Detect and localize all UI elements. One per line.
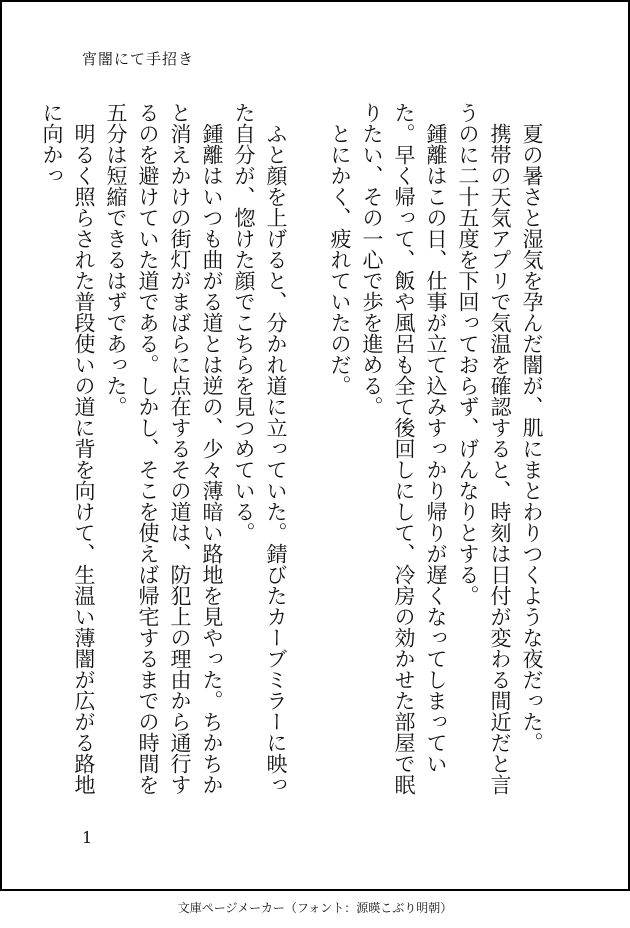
paragraph: ふと顔を上げると、分かれ道に立っていた。錆びたカーブミラーに映った自分が、惚けた顔でこちらを見つめている。 [232, 102, 288, 795]
paragraph: とにかく、疲れていたのだ。 [328, 123, 352, 396]
blank-line [292, 102, 324, 802]
footer-credit: 文庫ページメーカー（フォント：源暎こぶり明朝） [177, 901, 453, 915]
paragraph: 夏の暑さと湿気を孕んだ闇が、肌にまとわりつくような夜だった。 [520, 123, 544, 753]
running-title: 宵闇にて手招き [82, 50, 195, 68]
body-text [36, 102, 548, 802]
paragraph: 携帯の天気アプリで気温を確認すると、時刻は日付が変わる間近だと言うのに二十五度を下回っておらず、げんなりとする。 [456, 102, 512, 795]
paragraph: 明るく照らされた普段使いの道に背を向けて、生温い薄闇が広がる路地に向かっ [40, 102, 96, 795]
paragraph: 鍾離はいつも曲がる道とは逆の、少々薄暗い路地を見やった。ちかちかと消えかけの街灯がまばらに点在するその道は、防犯上の理由から通行するのを避けていた道である。しかし、そこを使えば帰宅するまでの時間を五分は短縮できるはずであった。 [104, 102, 224, 795]
paragraph: 鍾離はこの日、仕事が立て込みすっかり帰りが遅くなってしまっていた。早く帰って、飯や風呂も全て後回しにして、冷房の効かせた部屋で眠りたい、その一心で歩を進める。 [360, 102, 448, 795]
page-number: 1 [82, 828, 93, 847]
